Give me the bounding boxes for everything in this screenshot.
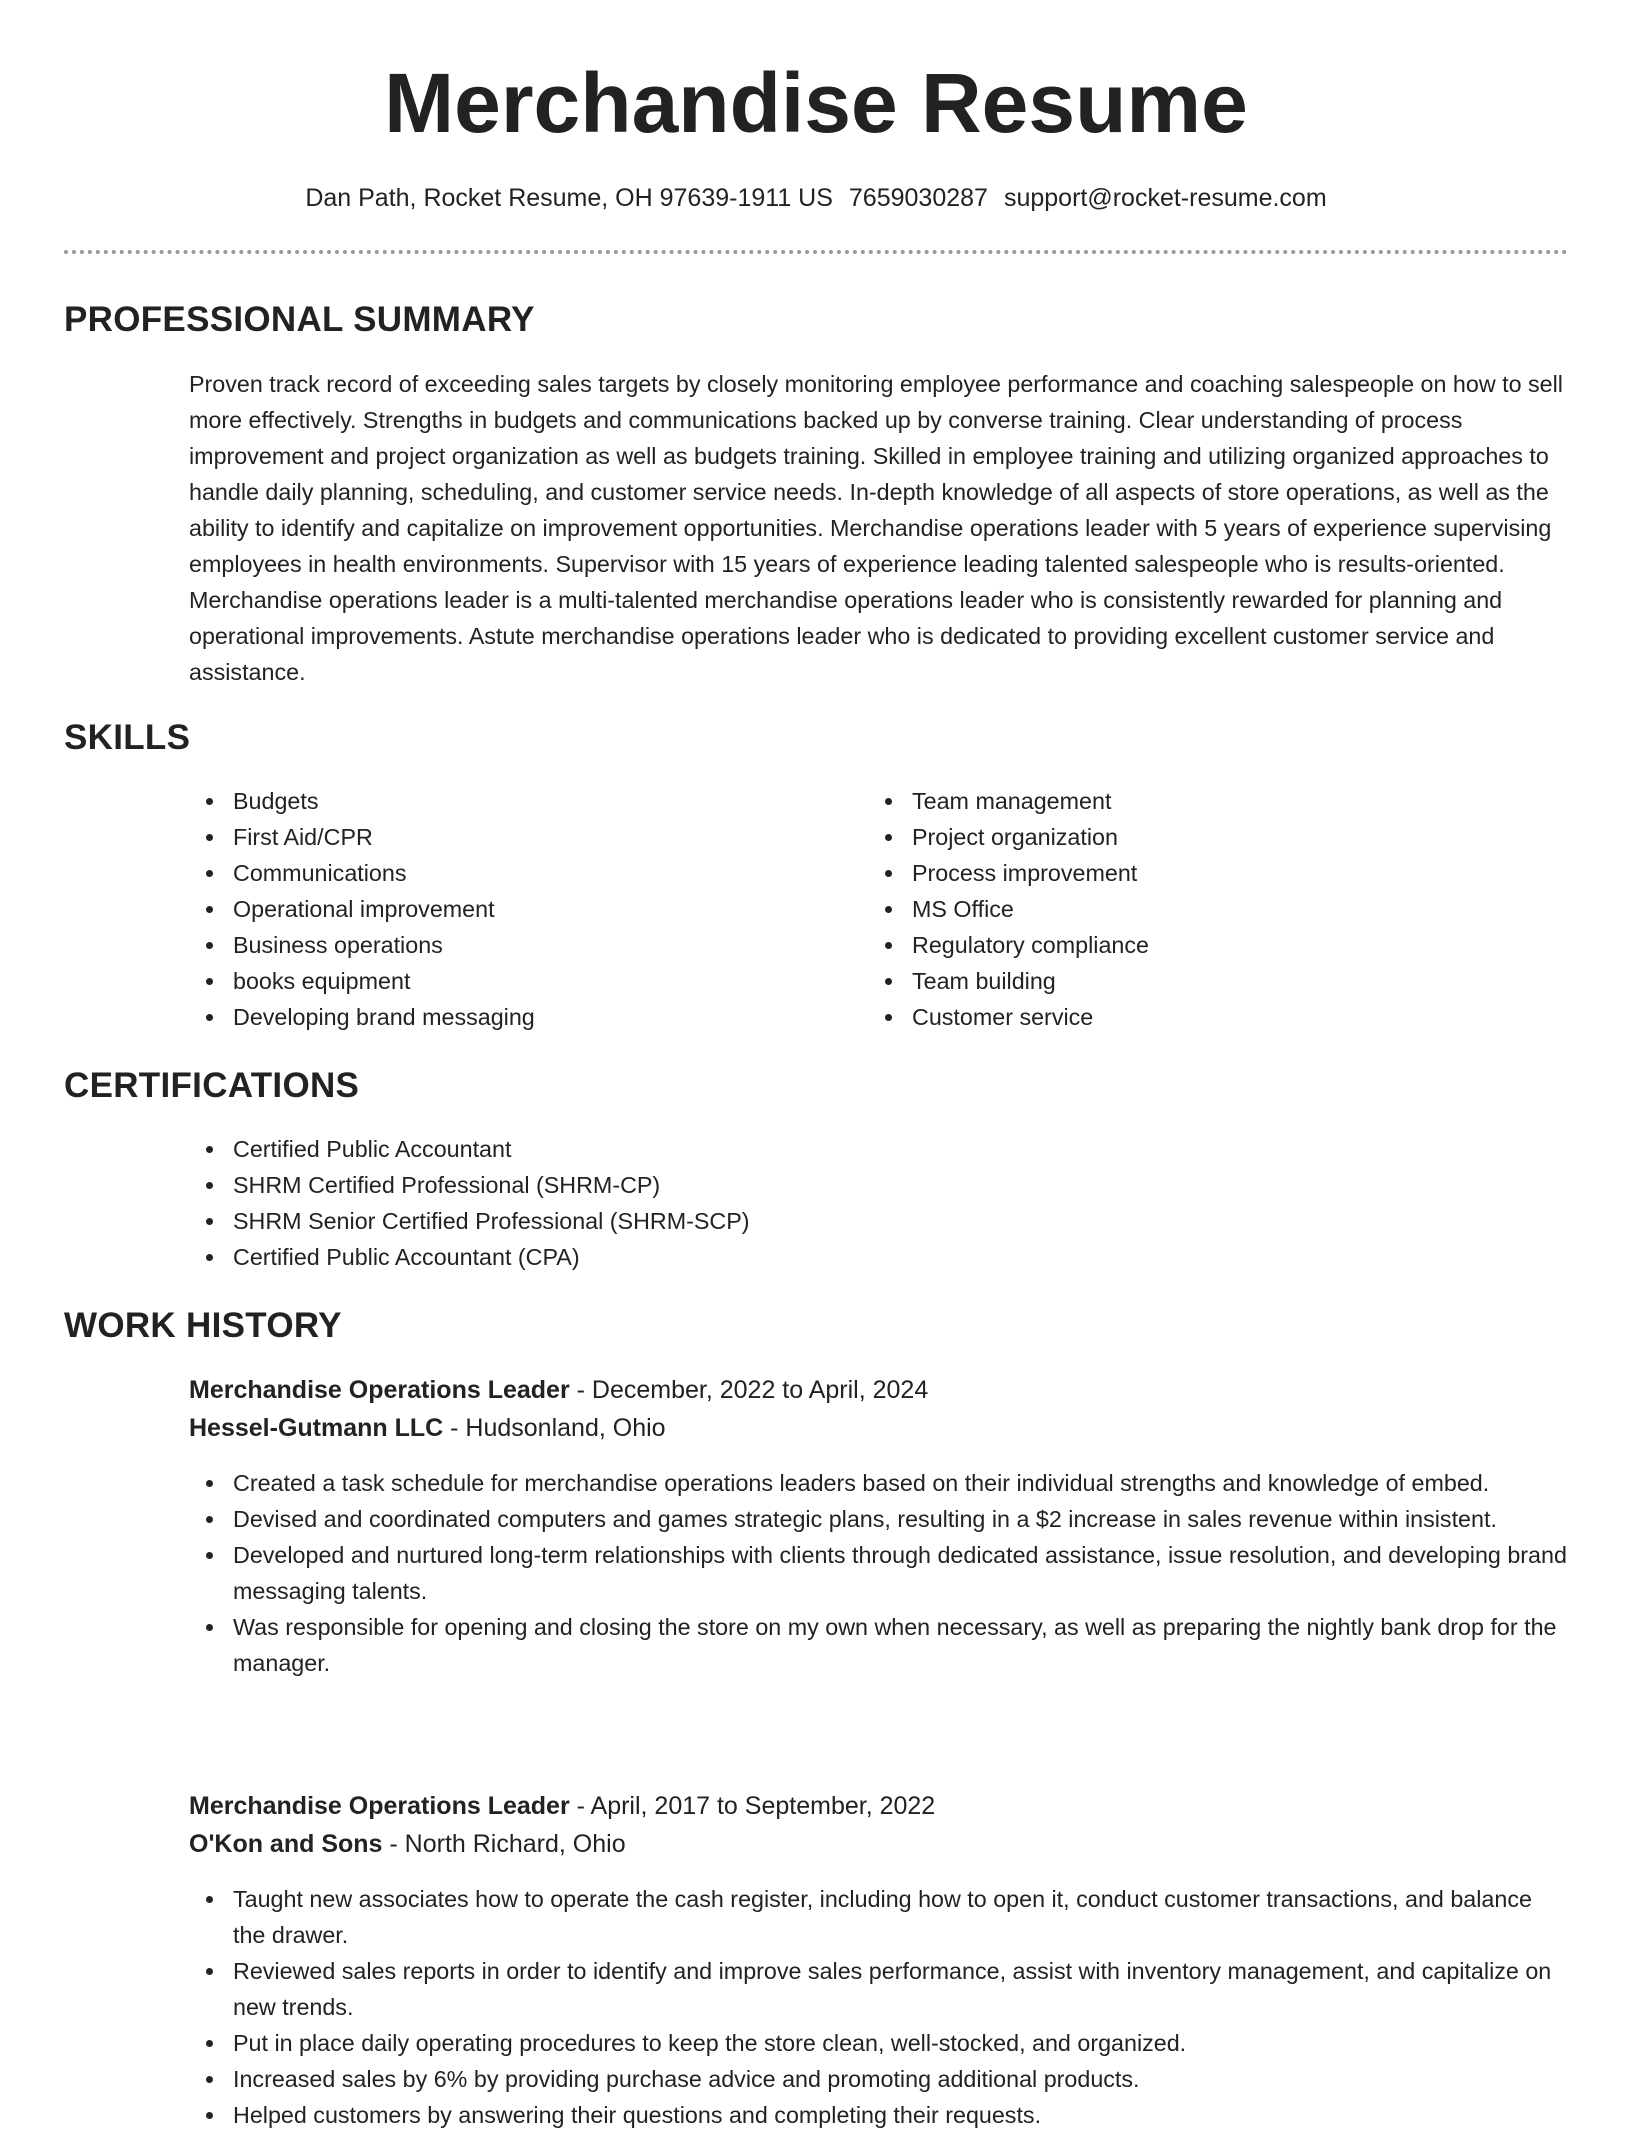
job-company-line <box>189 1410 666 1446</box>
skill-item: Regulatory compliance <box>868 927 1528 963</box>
skills-list-right <box>868 783 1528 1035</box>
certification-item: SHRM Senior Certified Professional (SHRM-SCP) <box>189 1203 1189 1239</box>
job-duties-list <box>189 1881 1569 2133</box>
resume-title: Merchandise Resume <box>384 56 1248 150</box>
contact-phone: 7659030287 <box>848 184 988 212</box>
summary-text: Proven track record of exceeding sales targets by closely monitoring employee performance and coaching salespeople on how to sell more effectively. Strengths in budgets and communications backed up by converse training. Clear understanding of process improvement and project organization as well as budgets training. Skilled in employee training and utilizing organized approaches to handle daily planning, scheduling, and customer service needs. In-depth knowledge of all aspects of store operations, as well as the ability to identify and capitalize on improvement opportunities. Merchandise operations leader with 5 years of experience supervising employees in health environments. Supervisor with 15 years of experience leading talented salespeople who is results-oriented. Merchandise operations leader is a multi-talented merchandise operations leader who is consistently rewarded for planning and operational improvements. Astute merchandise operations leader who is dedicated to providing excellent customer service and assistance. <box>189 371 1563 685</box>
contact-email: support@rocket-resume.com <box>1003 184 1327 212</box>
job-company: O'Kon and Sons <box>189 1830 383 1858</box>
skill-item: books equipment <box>189 963 809 999</box>
section-heading-certifications: CERTIFICATIONS <box>64 1066 360 1105</box>
skill-item: Communications <box>189 855 809 891</box>
contact-line <box>0 180 1632 216</box>
certification-item: Certified Public Accountant <box>189 1131 1189 1167</box>
job-title-line <box>189 1788 935 1824</box>
skill-item: Developing brand messaging <box>189 999 809 1035</box>
job-dates: - December, 2022 to April, 2024 <box>569 1376 929 1404</box>
skill-item: Team building <box>868 963 1528 999</box>
job-duty-item: Created a task schedule for merchandise operations leaders based on their individual strengths and knowledge of embed. <box>189 1465 1569 1501</box>
job-title-line <box>189 1372 928 1408</box>
section-heading-skills: SKILLS <box>64 718 191 757</box>
skill-item: Customer service <box>868 999 1528 1035</box>
skill-item: Project organization <box>868 819 1528 855</box>
certification-item: Certified Public Accountant (CPA) <box>189 1239 1189 1275</box>
skill-item: MS Office <box>868 891 1528 927</box>
job-company-line <box>189 1826 626 1862</box>
certification-item: SHRM Certified Professional (SHRM-CP) <box>189 1167 1189 1203</box>
skill-item: Process improvement <box>868 855 1528 891</box>
section-heading-summary: PROFESSIONAL SUMMARY <box>64 300 535 339</box>
job-dates: - April, 2017 to September, 2022 <box>569 1792 936 1820</box>
skill-item: Operational improvement <box>189 891 809 927</box>
skills-list-left <box>189 783 809 1035</box>
job-duty-item: Reviewed sales reports in order to identify and improve sales performance, assist with inventory management, and capitalize on new trends. <box>189 1953 1569 2025</box>
contact-address: Dan Path, Rocket Resume, OH 97639-1911 US <box>305 184 833 212</box>
job-duty-item: Increased sales by 6% by providing purchase advice and promoting additional products. <box>189 2061 1569 2097</box>
job-duty-item: Helped customers by answering their questions and completing their requests. <box>189 2097 1569 2133</box>
job-duty-item: Devised and coordinated computers and games strategic plans, resulting in a $2 increase in sales revenue within insistent. <box>189 1501 1569 1537</box>
job-location: - Hudsonland, Ohio <box>443 1414 666 1442</box>
job-company: Hessel-Gutmann LLC <box>189 1414 444 1442</box>
job-duties-list <box>189 1465 1569 1681</box>
skill-item: Team management <box>868 783 1528 819</box>
job-duty-item: Was responsible for opening and closing the store on my own when necessary, as well as preparing the nightly bank drop for the manager. <box>189 1609 1569 1681</box>
job-location: - North Richard, Ohio <box>382 1830 626 1858</box>
skill-item: First Aid/CPR <box>189 819 809 855</box>
skill-item: Budgets <box>189 783 809 819</box>
job-duty-item: Developed and nurtured long-term relationships with clients through dedicated assistance, issue resolution, and developing brand messaging talents. <box>189 1537 1569 1609</box>
job-duty-item: Put in place daily operating procedures to keep the store clean, well-stocked, and organized. <box>189 2025 1569 2061</box>
certifications-list <box>189 1131 1189 1275</box>
job-duty-item: Taught new associates how to operate the cash register, including how to open it, conduct customer transactions, and balance the drawer. <box>189 1881 1569 1953</box>
job-title: Merchandise Operations Leader <box>189 1376 570 1404</box>
job-title: Merchandise Operations Leader <box>189 1792 570 1820</box>
section-heading-work-history: WORK HISTORY <box>64 1306 342 1345</box>
header-divider <box>64 250 1568 254</box>
skill-item: Business operations <box>189 927 809 963</box>
